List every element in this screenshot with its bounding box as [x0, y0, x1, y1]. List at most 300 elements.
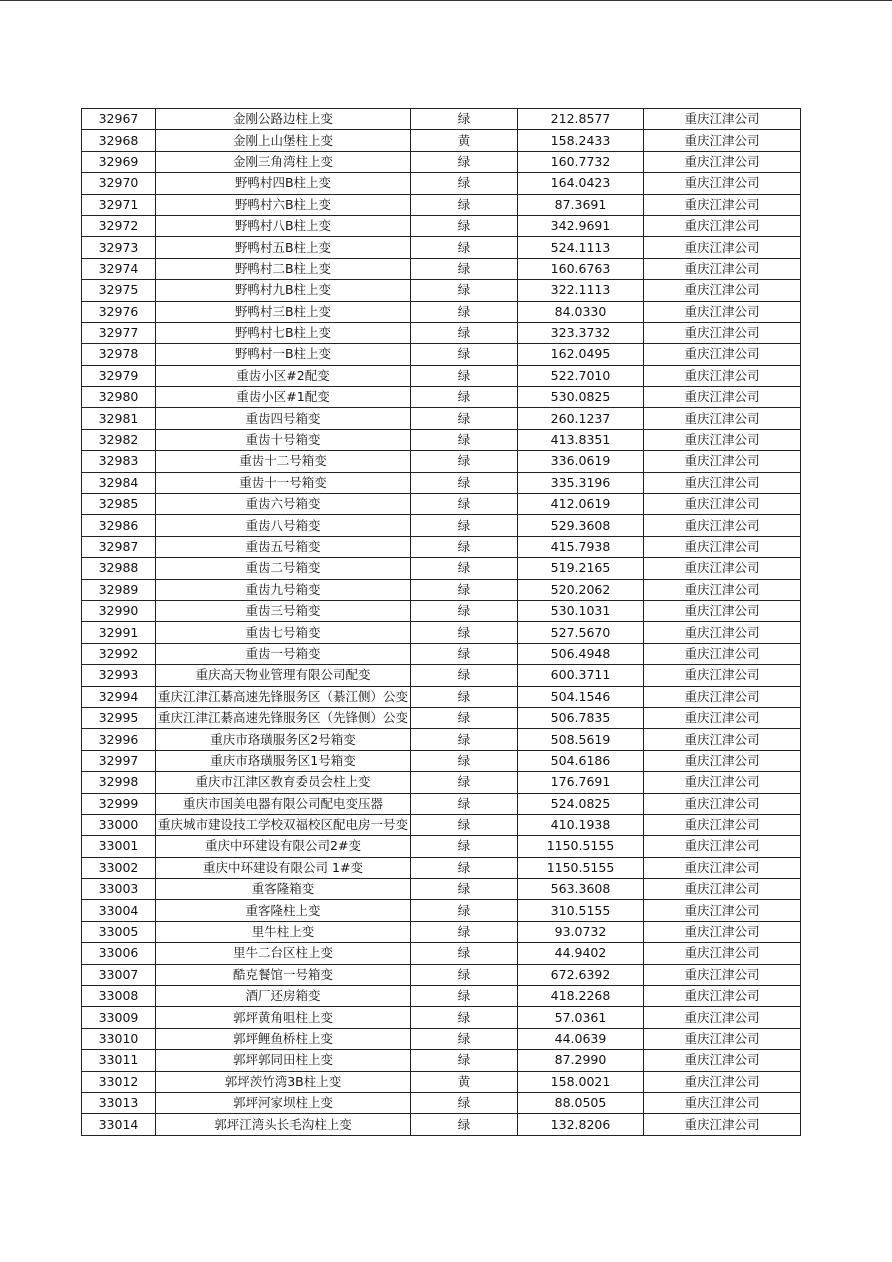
status-cell-text: 绿 [457, 881, 471, 897]
row-id-cell-text: 33000 [98, 817, 139, 833]
name-cell-text: 重客隆箱变 [251, 881, 315, 897]
table-row [82, 344, 801, 365]
row-id-cell-text: 32986 [98, 517, 139, 533]
status-cell [411, 1071, 518, 1092]
table-row [82, 301, 801, 322]
company-cell-text: 重庆江津公司 [684, 1030, 760, 1046]
name-cell-text: 重齿小区#2配变 [236, 367, 330, 383]
name-cell [156, 943, 411, 964]
table-row [82, 986, 801, 1007]
company-cell-text: 重庆江津公司 [684, 517, 760, 533]
row-id-cell-text: 33009 [98, 1009, 139, 1025]
status-cell [411, 665, 518, 686]
name-cell [156, 772, 411, 793]
company-cell [644, 579, 801, 600]
status-cell [411, 1092, 518, 1113]
table-row [82, 258, 801, 279]
table-row [82, 1028, 801, 1049]
status-cell [411, 344, 518, 365]
table-row [82, 665, 801, 686]
value-cell [518, 964, 644, 985]
row-id-cell [82, 579, 156, 600]
company-cell-text: 重庆江津公司 [684, 795, 760, 811]
value-cell-text: 520.2062 [550, 581, 611, 597]
name-cell-text: 重齿十号箱变 [245, 432, 321, 448]
value-cell-text: 1150.5155 [546, 838, 615, 854]
company-cell [644, 344, 801, 365]
company-cell [644, 515, 801, 536]
status-cell [411, 707, 518, 728]
row-id-cell [82, 558, 156, 579]
value-cell-text: 87.3691 [554, 196, 607, 212]
company-cell [644, 686, 801, 707]
company-cell [644, 793, 801, 814]
value-cell [518, 814, 644, 835]
name-cell [156, 579, 411, 600]
company-cell-text: 重庆江津公司 [684, 303, 760, 319]
row-id-cell-text: 33007 [98, 966, 139, 982]
company-cell [644, 451, 801, 472]
value-cell-text: 87.2990 [554, 1052, 607, 1068]
table-row [82, 472, 801, 493]
table-row [82, 836, 801, 857]
company-cell [644, 215, 801, 236]
company-cell-text: 重庆江津公司 [684, 924, 760, 940]
row-id-cell [82, 387, 156, 408]
name-cell [156, 151, 411, 172]
status-cell [411, 109, 518, 130]
status-cell [411, 836, 518, 857]
status-cell [411, 151, 518, 172]
value-cell [518, 622, 644, 643]
row-id-cell-text: 32968 [98, 132, 139, 148]
row-id-cell-text: 32997 [98, 752, 139, 768]
value-cell-text: 212.8577 [550, 111, 611, 127]
table-row [82, 707, 801, 728]
name-cell-text: 重庆城市建设技工学校双福校区配电房一号变 [157, 817, 408, 833]
value-cell-text: 412.0619 [550, 496, 611, 512]
company-cell-text: 重庆江津公司 [684, 560, 760, 576]
company-cell-text: 重庆江津公司 [684, 667, 760, 683]
name-cell [156, 258, 411, 279]
company-cell [644, 857, 801, 878]
value-cell-text: 323.3732 [550, 325, 611, 341]
value-cell-text: 524.0825 [550, 795, 611, 811]
row-id-cell-text: 33013 [98, 1095, 139, 1111]
row-id-cell [82, 879, 156, 900]
row-id-cell [82, 1050, 156, 1071]
value-cell [518, 194, 644, 215]
row-id-cell-text: 32974 [98, 260, 139, 276]
status-cell-text: 绿 [457, 153, 471, 169]
status-cell-text: 绿 [457, 367, 471, 383]
value-cell [518, 1114, 644, 1135]
row-id-cell-text: 33014 [98, 1116, 139, 1132]
row-id-cell [82, 900, 156, 921]
value-cell-text: 524.1113 [550, 239, 611, 255]
company-cell [644, 301, 801, 322]
row-id-cell [82, 814, 156, 835]
table-row [82, 1092, 801, 1113]
row-id-cell-text: 32994 [98, 688, 139, 704]
name-cell-text: 重齿一号箱变 [245, 645, 321, 661]
name-cell-text: 里牛柱上变 [251, 924, 315, 940]
name-cell [156, 686, 411, 707]
value-cell-text: 504.1546 [550, 688, 611, 704]
name-cell-text: 郭坪黄角咀柱上变 [232, 1009, 333, 1025]
name-cell-text: 野鸭村二B柱上变 [234, 260, 332, 276]
value-cell-text: 522.7010 [550, 367, 611, 383]
row-id-cell-text: 32987 [98, 539, 139, 554]
table-row [82, 237, 801, 258]
company-cell [644, 280, 801, 301]
row-id-cell-text: 33012 [98, 1073, 139, 1089]
table-row [82, 194, 801, 215]
name-cell [156, 130, 411, 151]
table-row [82, 879, 801, 900]
company-cell [644, 494, 801, 515]
status-cell-text: 绿 [457, 710, 471, 726]
row-id-cell [82, 130, 156, 151]
company-cell [644, 536, 801, 557]
row-id-cell [82, 109, 156, 130]
company-cell-text: 重庆江津公司 [684, 539, 760, 554]
value-cell [518, 173, 644, 194]
value-cell-text: 410.1938 [550, 817, 611, 833]
name-cell [156, 1050, 411, 1071]
value-cell-text: 672.6392 [550, 966, 611, 982]
name-cell-text: 重齿五号箱变 [245, 539, 321, 554]
name-cell [156, 301, 411, 322]
name-cell-text: 重齿六号箱变 [245, 496, 321, 512]
status-cell-text: 绿 [457, 239, 471, 255]
value-cell-text: 529.3608 [550, 517, 611, 533]
status-cell [411, 322, 518, 343]
name-cell-text: 重庆江津江綦高速先锋服务区（先锋侧）公变 [157, 710, 408, 726]
value-cell [518, 643, 644, 664]
name-cell-text: 金刚公路边柱上变 [232, 111, 333, 127]
name-cell [156, 750, 411, 771]
value-cell-text: 44.0639 [554, 1030, 607, 1046]
row-id-cell-text: 32995 [98, 710, 139, 726]
value-cell-text: 506.7835 [550, 710, 611, 726]
company-cell-text: 重庆江津公司 [684, 603, 760, 619]
status-cell-text: 绿 [457, 410, 471, 426]
company-cell-text: 重庆江津公司 [684, 688, 760, 704]
name-cell [156, 1114, 411, 1135]
row-id-cell [82, 707, 156, 728]
row-id-cell [82, 1007, 156, 1028]
name-cell-text: 重齿九号箱变 [245, 581, 321, 597]
table-row [82, 130, 801, 151]
status-cell [411, 387, 518, 408]
value-cell [518, 879, 644, 900]
status-cell-text: 绿 [457, 988, 471, 1004]
row-id-cell-text: 32999 [98, 795, 139, 811]
status-cell [411, 943, 518, 964]
status-cell [411, 729, 518, 750]
status-cell [411, 258, 518, 279]
value-cell-text: 336.0619 [550, 453, 611, 469]
company-cell [644, 921, 801, 942]
value-cell-text: 413.8351 [550, 432, 611, 448]
company-cell [644, 986, 801, 1007]
name-cell [156, 280, 411, 301]
company-cell [644, 365, 801, 386]
name-cell [156, 109, 411, 130]
name-cell-text: 重齿二号箱变 [245, 560, 321, 576]
row-id-cell-text: 32967 [98, 111, 139, 127]
value-cell [518, 237, 644, 258]
row-id-cell-text: 32970 [98, 175, 139, 191]
row-id-cell [82, 194, 156, 215]
value-cell-text: 527.5670 [550, 624, 611, 640]
row-id-cell [82, 515, 156, 536]
value-cell [518, 1050, 644, 1071]
row-id-cell [82, 173, 156, 194]
table-row [82, 686, 801, 707]
company-cell [644, 772, 801, 793]
row-id-cell-text: 32989 [98, 581, 139, 597]
name-cell [156, 237, 411, 258]
company-cell-text: 重庆江津公司 [684, 346, 760, 362]
status-cell-text: 绿 [457, 945, 471, 961]
row-id-cell-text: 32985 [98, 496, 139, 512]
company-cell-text: 重庆江津公司 [684, 260, 760, 276]
name-cell [156, 836, 411, 857]
name-cell-text: 郭坪郭同田柱上变 [232, 1052, 333, 1068]
name-cell [156, 365, 411, 386]
row-id-cell [82, 793, 156, 814]
table-row [82, 793, 801, 814]
name-cell [156, 643, 411, 664]
row-id-cell [82, 215, 156, 236]
name-cell-text: 郭坪茨竹湾3B柱上变 [224, 1073, 342, 1089]
row-id-cell-text: 33004 [98, 902, 139, 918]
value-cell [518, 986, 644, 1007]
row-id-cell-text: 32996 [98, 731, 139, 747]
status-cell-text: 绿 [457, 389, 471, 405]
status-cell [411, 280, 518, 301]
value-cell [518, 344, 644, 365]
company-cell [644, 258, 801, 279]
name-cell-text: 重客隆柱上变 [245, 902, 321, 918]
status-cell-text: 绿 [457, 474, 471, 490]
status-cell-text: 绿 [457, 1052, 471, 1068]
status-cell [411, 643, 518, 664]
row-id-cell [82, 472, 156, 493]
table-row [82, 280, 801, 301]
name-cell-text: 重齿七号箱变 [245, 624, 321, 640]
company-cell-text: 重庆江津公司 [684, 410, 760, 426]
table-row [82, 387, 801, 408]
name-cell-text: 重齿小区#1配变 [236, 389, 330, 405]
company-cell-text: 重庆江津公司 [684, 1009, 760, 1025]
name-cell [156, 1007, 411, 1028]
status-cell [411, 921, 518, 942]
name-cell-text: 重齿十一号箱变 [239, 474, 327, 490]
status-cell-text: 绿 [457, 303, 471, 319]
status-cell-text: 绿 [457, 539, 471, 554]
table-row [82, 772, 801, 793]
row-id-cell-text: 32991 [98, 624, 139, 640]
row-id-cell [82, 600, 156, 621]
name-cell-text: 重庆中环建设有限公司 1#变 [203, 859, 363, 875]
status-cell [411, 879, 518, 900]
row-id-cell-text: 33010 [98, 1030, 139, 1046]
company-cell-text: 重庆江津公司 [684, 218, 760, 234]
status-cell [411, 494, 518, 515]
company-cell-text: 重庆江津公司 [684, 859, 760, 875]
row-id-cell-text: 32975 [98, 282, 139, 298]
company-cell-text: 重庆江津公司 [684, 1073, 760, 1089]
value-cell [518, 429, 644, 450]
row-id-cell-text: 33005 [98, 924, 139, 940]
status-cell-text: 绿 [457, 1030, 471, 1046]
name-cell [156, 900, 411, 921]
company-cell-text: 重庆江津公司 [684, 838, 760, 854]
name-cell-text: 重庆高天物业管理有限公司配变 [195, 667, 371, 683]
name-cell-text: 重齿八号箱变 [245, 517, 321, 533]
company-cell-text: 重庆江津公司 [684, 902, 760, 918]
value-cell [518, 793, 644, 814]
table-row [82, 600, 801, 621]
name-cell [156, 729, 411, 750]
row-id-cell [82, 322, 156, 343]
name-cell [156, 536, 411, 557]
row-id-cell [82, 1028, 156, 1049]
name-cell [156, 1028, 411, 1049]
company-cell-text: 重庆江津公司 [684, 1116, 760, 1132]
row-id-cell [82, 258, 156, 279]
table-row [82, 900, 801, 921]
name-cell-text: 野鸭村五B柱上变 [234, 239, 332, 255]
row-id-cell [82, 301, 156, 322]
company-cell [644, 900, 801, 921]
status-cell-text: 绿 [457, 560, 471, 576]
name-cell-text: 金刚上山堡柱上变 [232, 132, 333, 148]
company-cell-text: 重庆江津公司 [684, 325, 760, 341]
row-id-cell-text: 33011 [98, 1052, 139, 1068]
company-cell [644, 600, 801, 621]
value-cell-text: 132.8206 [550, 1116, 611, 1132]
company-cell-text: 重庆江津公司 [684, 1095, 760, 1111]
row-id-cell-text: 33002 [98, 859, 139, 875]
company-cell [644, 1071, 801, 1092]
company-cell [644, 643, 801, 664]
name-cell-text: 酷克餐馆一号箱变 [232, 966, 333, 982]
value-cell-text: 164.0423 [550, 175, 611, 191]
table-row [82, 109, 801, 130]
company-cell-text: 重庆江津公司 [684, 153, 760, 169]
table-row [82, 515, 801, 536]
name-cell [156, 964, 411, 985]
name-cell [156, 322, 411, 343]
row-id-cell-text: 32992 [98, 645, 139, 661]
value-cell [518, 494, 644, 515]
value-cell [518, 729, 644, 750]
table-row [82, 1050, 801, 1071]
row-id-cell [82, 280, 156, 301]
name-cell-text: 重庆市国美电器有限公司配电变压器 [182, 795, 383, 811]
name-cell [156, 986, 411, 1007]
name-cell [156, 173, 411, 194]
status-cell-text: 绿 [457, 774, 471, 790]
name-cell-text: 金刚三角湾柱上变 [232, 153, 333, 169]
company-cell [644, 429, 801, 450]
company-cell [644, 322, 801, 343]
name-cell-text: 野鸭村三B柱上变 [234, 303, 332, 319]
status-cell [411, 365, 518, 386]
table-row [82, 451, 801, 472]
status-cell-text: 绿 [457, 432, 471, 448]
name-cell [156, 879, 411, 900]
company-cell-text: 重庆江津公司 [684, 175, 760, 191]
company-cell [644, 1050, 801, 1071]
row-id-cell [82, 921, 156, 942]
row-id-cell-text: 33003 [98, 881, 139, 897]
status-cell [411, 173, 518, 194]
table-row [82, 643, 801, 664]
status-cell-text: 绿 [457, 966, 471, 982]
status-cell-text: 黄 [457, 132, 471, 148]
row-id-cell-text: 32979 [98, 367, 139, 383]
status-cell-text: 绿 [457, 603, 471, 619]
name-cell [156, 387, 411, 408]
table-row [82, 365, 801, 386]
value-cell [518, 857, 644, 878]
value-cell [518, 943, 644, 964]
company-cell [644, 558, 801, 579]
name-cell [156, 921, 411, 942]
value-cell-text: 158.0021 [550, 1073, 611, 1089]
status-cell-text: 黄 [457, 1073, 471, 1089]
value-cell-text: 508.5619 [550, 731, 611, 747]
row-id-cell [82, 408, 156, 429]
row-id-cell [82, 1071, 156, 1092]
row-id-cell [82, 1114, 156, 1135]
row-id-cell [82, 451, 156, 472]
page-top-border [0, 0, 892, 1]
company-cell [644, 237, 801, 258]
row-id-cell-text: 32993 [98, 667, 139, 683]
status-cell [411, 237, 518, 258]
table-row [82, 943, 801, 964]
company-cell-text: 重庆江津公司 [684, 132, 760, 148]
row-id-cell-text: 32988 [98, 560, 139, 576]
status-cell-text: 绿 [457, 624, 471, 640]
company-cell [644, 408, 801, 429]
company-cell-text: 重庆江津公司 [684, 731, 760, 747]
status-cell [411, 1028, 518, 1049]
name-cell [156, 1092, 411, 1113]
name-cell [156, 793, 411, 814]
value-cell [518, 750, 644, 771]
value-cell-text: 57.0361 [554, 1009, 607, 1025]
row-id-cell-text: 32977 [98, 325, 139, 341]
status-cell-text: 绿 [457, 325, 471, 341]
value-cell [518, 387, 644, 408]
status-cell-text: 绿 [457, 688, 471, 704]
company-cell [644, 1028, 801, 1049]
company-cell-text: 重庆江津公司 [684, 710, 760, 726]
name-cell [156, 814, 411, 835]
name-cell [156, 451, 411, 472]
status-cell-text: 绿 [457, 175, 471, 191]
company-cell [644, 964, 801, 985]
company-cell-text: 重庆江津公司 [684, 432, 760, 448]
value-cell-text: 600.3711 [550, 667, 611, 683]
